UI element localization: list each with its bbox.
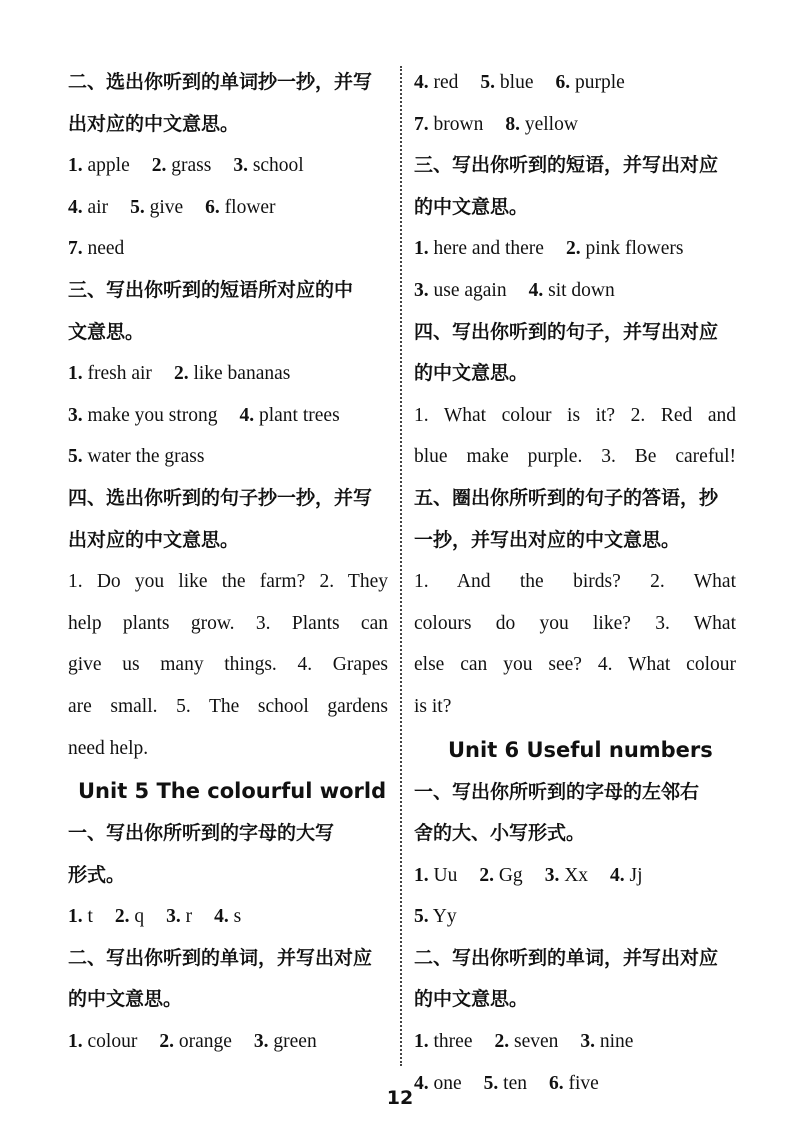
item-word: ten bbox=[503, 1072, 527, 1094]
answer-item bbox=[68, 1021, 137, 1063]
answer-item bbox=[545, 855, 588, 897]
answer-item bbox=[414, 855, 457, 897]
answer-item bbox=[529, 270, 615, 312]
section-title: 五、圈出你所听到的句子的答语，抄 bbox=[414, 486, 719, 509]
answer-line bbox=[68, 187, 388, 229]
item-number: 4. bbox=[610, 864, 625, 886]
item-word: make you strong bbox=[87, 404, 218, 426]
answer-item bbox=[580, 1021, 633, 1063]
section-title: 的中文意思。 bbox=[414, 362, 529, 385]
item-word: s bbox=[233, 906, 242, 928]
section-title: 的中文意思。 bbox=[68, 988, 183, 1011]
answer-item bbox=[239, 395, 339, 437]
left-column bbox=[68, 62, 388, 1063]
answer-item bbox=[414, 228, 544, 270]
item-number: 2. bbox=[173, 363, 189, 385]
answer-line bbox=[414, 855, 736, 897]
item-word: Gg bbox=[498, 864, 523, 886]
answer-text: is it? bbox=[414, 695, 452, 717]
item-word: flower bbox=[224, 196, 276, 218]
answer-line bbox=[68, 1021, 388, 1063]
section-title: 文意思。 bbox=[68, 320, 145, 343]
answer-item bbox=[115, 896, 144, 938]
section-title: 四、选出你听到的句子抄一抄，并写 bbox=[68, 486, 373, 509]
item-word: brown bbox=[433, 113, 484, 135]
item-number: 2. bbox=[159, 1031, 174, 1053]
item-word: nine bbox=[599, 1031, 634, 1053]
answer-line bbox=[68, 436, 388, 478]
item-word: Uu bbox=[433, 864, 458, 886]
item-word: school bbox=[252, 155, 304, 177]
item-number: 1. bbox=[414, 238, 429, 260]
item-word: colour bbox=[87, 1031, 138, 1053]
answer-item bbox=[494, 1021, 558, 1063]
answer-items bbox=[68, 896, 388, 938]
item-number: 1. bbox=[68, 1031, 83, 1053]
answer-line bbox=[414, 1021, 736, 1063]
answer-item bbox=[130, 187, 183, 229]
item-word: Xx bbox=[564, 864, 589, 886]
answer-line bbox=[68, 145, 388, 187]
answer-item bbox=[205, 187, 275, 229]
item-number: 3. bbox=[414, 279, 429, 301]
item-word: sit down bbox=[548, 279, 615, 301]
answer-item bbox=[152, 145, 212, 187]
answer-item bbox=[610, 855, 643, 897]
answer-item bbox=[414, 62, 458, 104]
item-number: 3. bbox=[544, 864, 560, 886]
item-number: 6. bbox=[205, 196, 220, 218]
answer-items bbox=[68, 353, 388, 478]
item-number: 2. bbox=[479, 864, 494, 886]
answer-item bbox=[68, 436, 204, 478]
answer-text: help plants grow. 3. Plants can bbox=[68, 612, 388, 634]
item-number: 4. bbox=[239, 404, 255, 426]
item-word: plant trees bbox=[258, 404, 340, 426]
column-divider bbox=[400, 66, 402, 1066]
item-word: need bbox=[87, 238, 125, 260]
answer-item bbox=[254, 1021, 317, 1063]
answer-text: need help. bbox=[68, 737, 149, 759]
section-title: 形式。 bbox=[68, 863, 126, 886]
answer-line bbox=[68, 395, 388, 437]
item-number: 6. bbox=[548, 1072, 564, 1094]
item-word: green bbox=[273, 1031, 317, 1053]
item-word: like bananas bbox=[193, 363, 291, 385]
section-title: 舍的大、小写形式。 bbox=[414, 822, 586, 845]
right-column bbox=[414, 62, 736, 1104]
answer-item bbox=[480, 62, 533, 104]
answer-item bbox=[68, 353, 152, 395]
answer-item bbox=[68, 395, 217, 437]
item-number: 4. bbox=[68, 196, 83, 218]
answer-item bbox=[233, 145, 303, 187]
item-number: 2. bbox=[114, 906, 130, 928]
item-word: three bbox=[433, 1031, 473, 1053]
answer-line bbox=[68, 353, 388, 395]
item-number: 3. bbox=[580, 1031, 596, 1053]
answer-line bbox=[68, 896, 388, 938]
answer-item bbox=[68, 228, 124, 270]
answer-item bbox=[68, 896, 93, 938]
section-title: 四、写出你听到的句子，并写出对应 bbox=[414, 320, 719, 343]
item-number: 7. bbox=[414, 113, 429, 135]
answer-line bbox=[414, 270, 736, 312]
item-number: 3. bbox=[233, 155, 248, 177]
item-number: 5. bbox=[480, 72, 496, 93]
item-word: red bbox=[433, 72, 459, 93]
section-title: 的中文意思。 bbox=[414, 988, 529, 1011]
section-title: 的中文意思。 bbox=[414, 195, 529, 218]
answer-item bbox=[159, 1021, 232, 1063]
answer-item bbox=[68, 187, 108, 229]
section-title: 二、选出你听到的单词抄一抄，并写 bbox=[68, 71, 373, 93]
answer-text: 1. What colour is it? 2. Red and bbox=[414, 404, 736, 426]
item-word: purple bbox=[574, 72, 625, 93]
answer-item bbox=[566, 228, 684, 270]
item-number: 7. bbox=[68, 238, 83, 260]
answer-item bbox=[68, 145, 130, 187]
item-number: 5. bbox=[130, 196, 145, 218]
item-number: 3. bbox=[166, 906, 181, 928]
answer-text: are small. 5. The school gardens bbox=[68, 695, 388, 717]
answer-line bbox=[414, 104, 736, 146]
unit-heading: Unit 5 The colourful world bbox=[78, 779, 387, 804]
item-word: use again bbox=[433, 279, 507, 301]
section-title: 二、写出你听到的单词，并写出对应 bbox=[68, 946, 373, 969]
item-word: q bbox=[134, 906, 145, 928]
answer-item bbox=[555, 62, 624, 104]
answer-text: blue make purple. 3. Be careful! bbox=[414, 446, 736, 468]
item-number: 1. bbox=[414, 1031, 429, 1053]
item-word: give bbox=[149, 196, 184, 218]
item-number: 5. bbox=[68, 446, 83, 468]
item-number: 2. bbox=[565, 238, 581, 260]
item-number: 1. bbox=[68, 906, 83, 928]
answer-text: colours do you like? 3. What bbox=[414, 612, 736, 634]
item-number: 5. bbox=[483, 1072, 499, 1094]
item-number: 2. bbox=[151, 155, 167, 177]
answer-item bbox=[414, 104, 483, 146]
answer-item bbox=[166, 896, 192, 938]
section-title: 一抄，并写出对应的中文意思。 bbox=[414, 528, 681, 551]
item-number: 2. bbox=[494, 1031, 510, 1053]
unit-heading: Unit 6 Useful numbers bbox=[448, 737, 713, 762]
item-word: air bbox=[87, 196, 109, 218]
item-number: 4. bbox=[214, 906, 229, 928]
answer-item bbox=[414, 270, 507, 312]
answer-line bbox=[414, 62, 736, 104]
item-number: 6. bbox=[555, 72, 571, 93]
answer-items bbox=[68, 145, 388, 270]
section-title: 一、写出你所听到的字母的大写 bbox=[68, 822, 335, 845]
item-word: t bbox=[87, 906, 93, 928]
section-title: 三、写出你听到的短语，并写出对应 bbox=[414, 154, 719, 177]
answer-text: 1. And the birds? 2. What bbox=[414, 571, 736, 593]
item-word: five bbox=[568, 1072, 599, 1094]
item-word: r bbox=[185, 906, 193, 928]
answer-items bbox=[414, 855, 736, 938]
answer-line bbox=[414, 896, 736, 938]
answer-items bbox=[414, 62, 736, 145]
item-word: grass bbox=[171, 155, 212, 177]
item-word: Yy bbox=[432, 906, 457, 928]
item-word: seven bbox=[513, 1031, 559, 1053]
section-title: 三、写出你听到的短语所对应的中 bbox=[68, 278, 354, 301]
section-title: 一、写出你所听到的字母的左邻右 bbox=[414, 780, 700, 803]
item-word: apple bbox=[87, 155, 130, 177]
item-word: here and there bbox=[433, 238, 544, 260]
answer-text: else can you see? 4. What colour bbox=[414, 654, 736, 676]
item-word: blue bbox=[499, 72, 534, 93]
item-number: 4. bbox=[414, 1072, 429, 1094]
item-number: 4. bbox=[528, 279, 544, 301]
item-number: 5. bbox=[414, 906, 429, 928]
answer-text: give us many things. 4. Grapes bbox=[68, 654, 388, 676]
page-number: 12 bbox=[386, 1087, 414, 1109]
item-word: Jj bbox=[629, 864, 643, 886]
answer-line bbox=[68, 228, 388, 270]
item-number: 4. bbox=[414, 72, 429, 93]
section-title: 二、写出你听到的单词，并写出对应 bbox=[414, 946, 719, 969]
answer-item bbox=[414, 896, 457, 938]
answer-item bbox=[505, 104, 578, 146]
item-number: 1. bbox=[68, 155, 83, 177]
item-word: orange bbox=[178, 1031, 232, 1053]
item-number: 1. bbox=[414, 864, 429, 886]
item-word: fresh air bbox=[87, 363, 152, 385]
answer-item bbox=[414, 1021, 472, 1063]
item-word: one bbox=[433, 1072, 462, 1094]
section-title: 出对应的中文意思。 bbox=[68, 528, 240, 551]
answer-item bbox=[214, 896, 241, 938]
item-word: water the grass bbox=[87, 446, 205, 468]
item-number: 1. bbox=[68, 363, 83, 385]
answer-line bbox=[414, 228, 736, 270]
answer-item bbox=[479, 855, 522, 897]
item-number: 3. bbox=[253, 1031, 269, 1053]
answer-item bbox=[174, 353, 290, 395]
answer-text: 1. Do you like the farm? 2. They bbox=[68, 571, 388, 593]
answer-items bbox=[68, 1021, 388, 1063]
item-number: 8. bbox=[505, 113, 520, 135]
item-number: 3. bbox=[68, 404, 83, 426]
section-title: 出对应的中文意思。 bbox=[68, 112, 240, 135]
item-word: pink flowers bbox=[585, 238, 684, 260]
answer-items bbox=[414, 228, 736, 311]
item-word: yellow bbox=[524, 113, 578, 135]
